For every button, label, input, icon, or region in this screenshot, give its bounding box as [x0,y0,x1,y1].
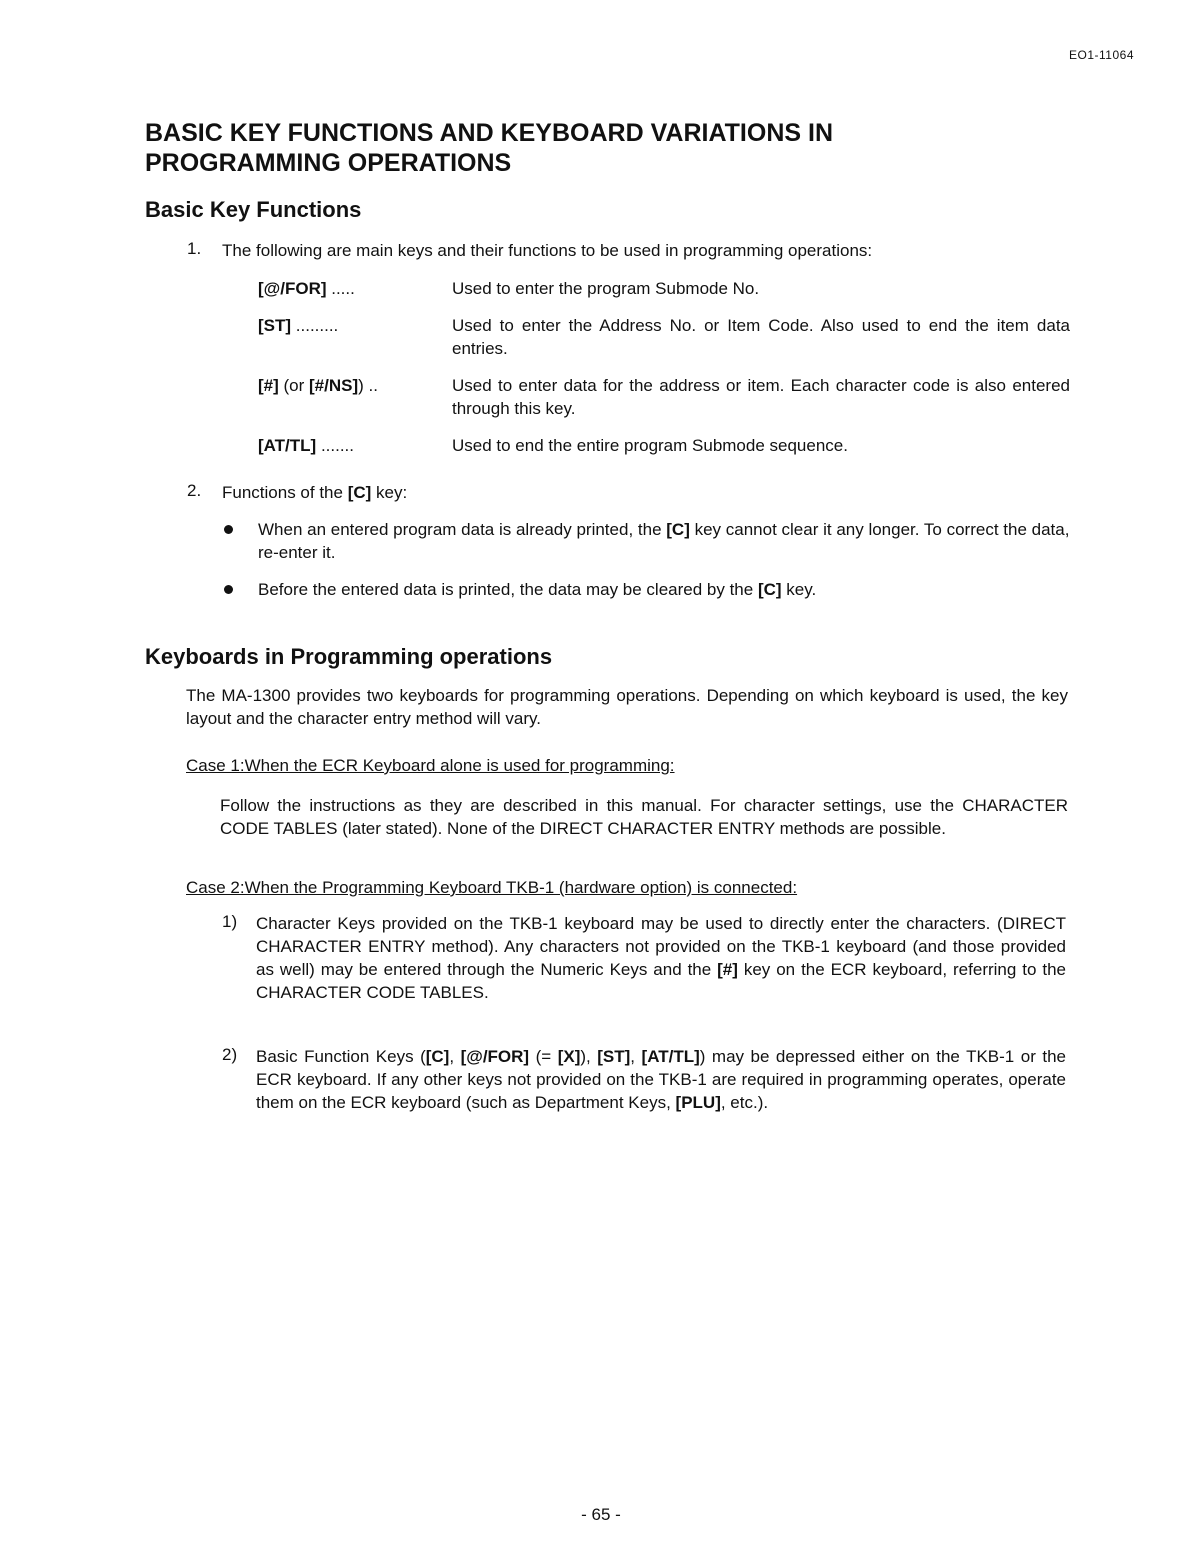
key-label: [C] [666,520,690,539]
key-description: Used to end the entire program Submode sequence. [452,436,848,455]
key-label: [C] [757,580,782,599]
text-run: Character Keys provided on the TKB-1 keyboard may be used to directly enter the characters. (DIRECT CHARACTER ENTRY method). Any characters not provided on the TKB-1 keyboard (and those provided as well) may be entered through the Numeric Keys and the [256,914,1066,979]
key-label: [AT/TL] [641,1047,700,1066]
text-run: Before the entered data is printed, the data may be cleared by the [258,580,758,599]
document-id: EO1-11064 [1069,48,1134,62]
case-2-label: Case 2:When the Programming Keyboard TKB-1 (hardware option) is connected: [186,878,798,897]
text-run: , etc.). [720,1093,769,1112]
key-label: [PLU] [675,1093,721,1112]
text-run: (= [529,1047,558,1066]
leader-dots: ......... [291,316,339,335]
leader-dots: ..... [326,279,355,298]
intro-paragraph: The MA-1300 provides two keyboards for programming operations. Depending on which keyboard is used, the key layout and the character entry method will vary. [186,686,1068,728]
page-number: - 65 - [581,1505,621,1524]
key-label-text: ) [358,376,364,395]
text-run: Basic Function Keys ( [256,1047,426,1066]
text-run: key: [371,483,408,502]
bullet-item [220,578,1070,602]
key-description: Used to enter data for the address or item. Each character code is also entered through this key. [452,376,1070,418]
key-definition-row [258,277,1070,301]
text-run: key cannot clear it any longer. To correct the data, re-enter it. [258,520,1070,562]
list-number: 2. [187,481,202,500]
case-2-item [256,1045,1066,1114]
key-label: [@/FOR] [460,1047,530,1066]
key-label: [C] [425,1047,450,1066]
key-label: [ST] [597,1047,631,1066]
case-1-paragraph: Follow the instructions as they are described in this manual. For character settings, use the CHARACTER CODE TABLES (later stated). None of the DIRECT CHARACTER ENTRY methods are possible. [220,796,1068,838]
key-label: [@/FOR] [258,279,327,298]
text-run: key on the ECR keyboard, referring to the CHARACTER CODE TABLES. [256,960,1066,1002]
text-run: , [449,1047,461,1066]
bullet-icon [224,585,233,594]
bullet-icon [224,525,233,534]
list-number: 1) [222,912,238,931]
key-label-text: (or [278,376,310,395]
section-heading-keyboards: Keyboards in Programming operations [145,644,553,669]
key-description: Used to enter the Address No. or Item Code. Also used to end the item data entries. [452,316,1070,358]
case-2-item [256,912,1066,1004]
key-definition-row [258,434,1070,458]
text-run: ) may be depressed either on the TKB-1 or the ECR keyboard. If any other keys not provided on the TKB-1 are required in programming operates, operate them on the ECR keyboard (such as Department Keys, [256,1047,1066,1112]
key-label: [X] [557,1047,581,1066]
key-definition-row [258,314,1070,362]
list-item-text: The following are main keys and their functions to be used in programming operations: [222,241,873,260]
leader-dots: .. [363,376,378,395]
key-label: [AT/TL] [258,436,317,455]
key-label: [#] [258,376,279,395]
key-definition-row [258,374,1070,422]
text-run: When an entered program data is already printed, the [258,520,667,539]
text-run: Functions of the [222,483,348,502]
section-heading-basic-key-functions: Basic Key Functions [145,197,362,222]
key-label: [C] [347,483,372,502]
case-1-label: Case 1:When the ECR Keyboard alone is used for programming: [186,756,675,775]
leader-dots: ....... [316,436,355,455]
key-label: [ST] [258,316,292,335]
key-label: [#/NS] [309,376,359,395]
page-title: BASIC KEY FUNCTIONS AND KEYBOARD VARIATIONS IN PROGRAMMING OPERATIONS [145,119,834,177]
text-run: , [630,1047,642,1066]
list-number: 1. [187,239,202,258]
text-run: ), [580,1047,598,1066]
list-item-text [222,481,1070,504]
key-description: Used to enter the program Submode No. [452,279,760,298]
text-run: key. [781,580,817,599]
bullet-item [220,518,1070,566]
key-label: [#] [717,960,738,979]
list-number: 2) [222,1045,238,1064]
